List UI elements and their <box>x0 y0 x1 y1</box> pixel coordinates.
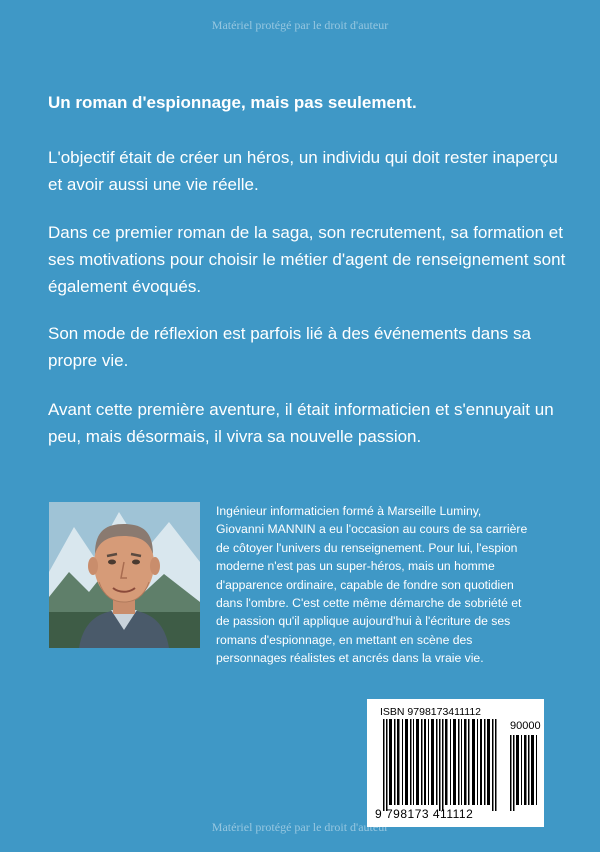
blurb-paragraph-4: Avant cette première aventure, il était informaticien et s'ennuyait un peu, mais désormais, il vivra sa nouvelle passion. <box>48 400 554 446</box>
blurb-paragraph-3: Son mode de réflexion est parfois lié à des événements dans sa propre vie. <box>48 324 531 370</box>
isbn-digits: 9 798173 411112 <box>375 807 474 821</box>
tagline-heading: Un roman d'espionnage, mais pas seulement. <box>48 93 417 112</box>
author-portrait <box>49 502 200 648</box>
isbn-barcode <box>367 699 544 827</box>
copyright-watermark-top: Matériel protégé par le droit d'auteur <box>211 18 389 32</box>
blurb-paragraph-1: L'objectif était de créer un héros, un individu qui doit rester inaperçu et avoir aussi une vie réelle. <box>48 148 558 194</box>
copyright-watermark-bottom: Matériel protégé par le droit d'auteur <box>211 820 389 834</box>
author-bio: Ingénieur informaticien formé à Marseille Luminy, Giovanni MANNIN a eu l'occasion au cours de sa carrière de côtoyer l'univers du renseignement. Pour lui, l'espion moderne n'est pas un super-héros, mais un homme d'apparence ordinaire, capable de fondre son quotidien dans l'ombre. C'est cette même démarche de sobriété et de passion qu'il applique aujourd'hui à l'écriture de ses romans d'espionnage, en mettant en scène des personnages réalistes et ancrés dans la vraie vie. <box>216 504 528 666</box>
blurb-paragraph-2: Dans ce premier roman de la saga, son recrutement, sa formation et ses motivations pour choisir le métier d'agent de renseignement sont également évoqués. <box>48 223 566 296</box>
isbn-label: ISBN 9798173411112 <box>380 706 482 718</box>
price-code: 90000 <box>510 720 541 732</box>
author-portrait-illustration <box>49 502 200 648</box>
